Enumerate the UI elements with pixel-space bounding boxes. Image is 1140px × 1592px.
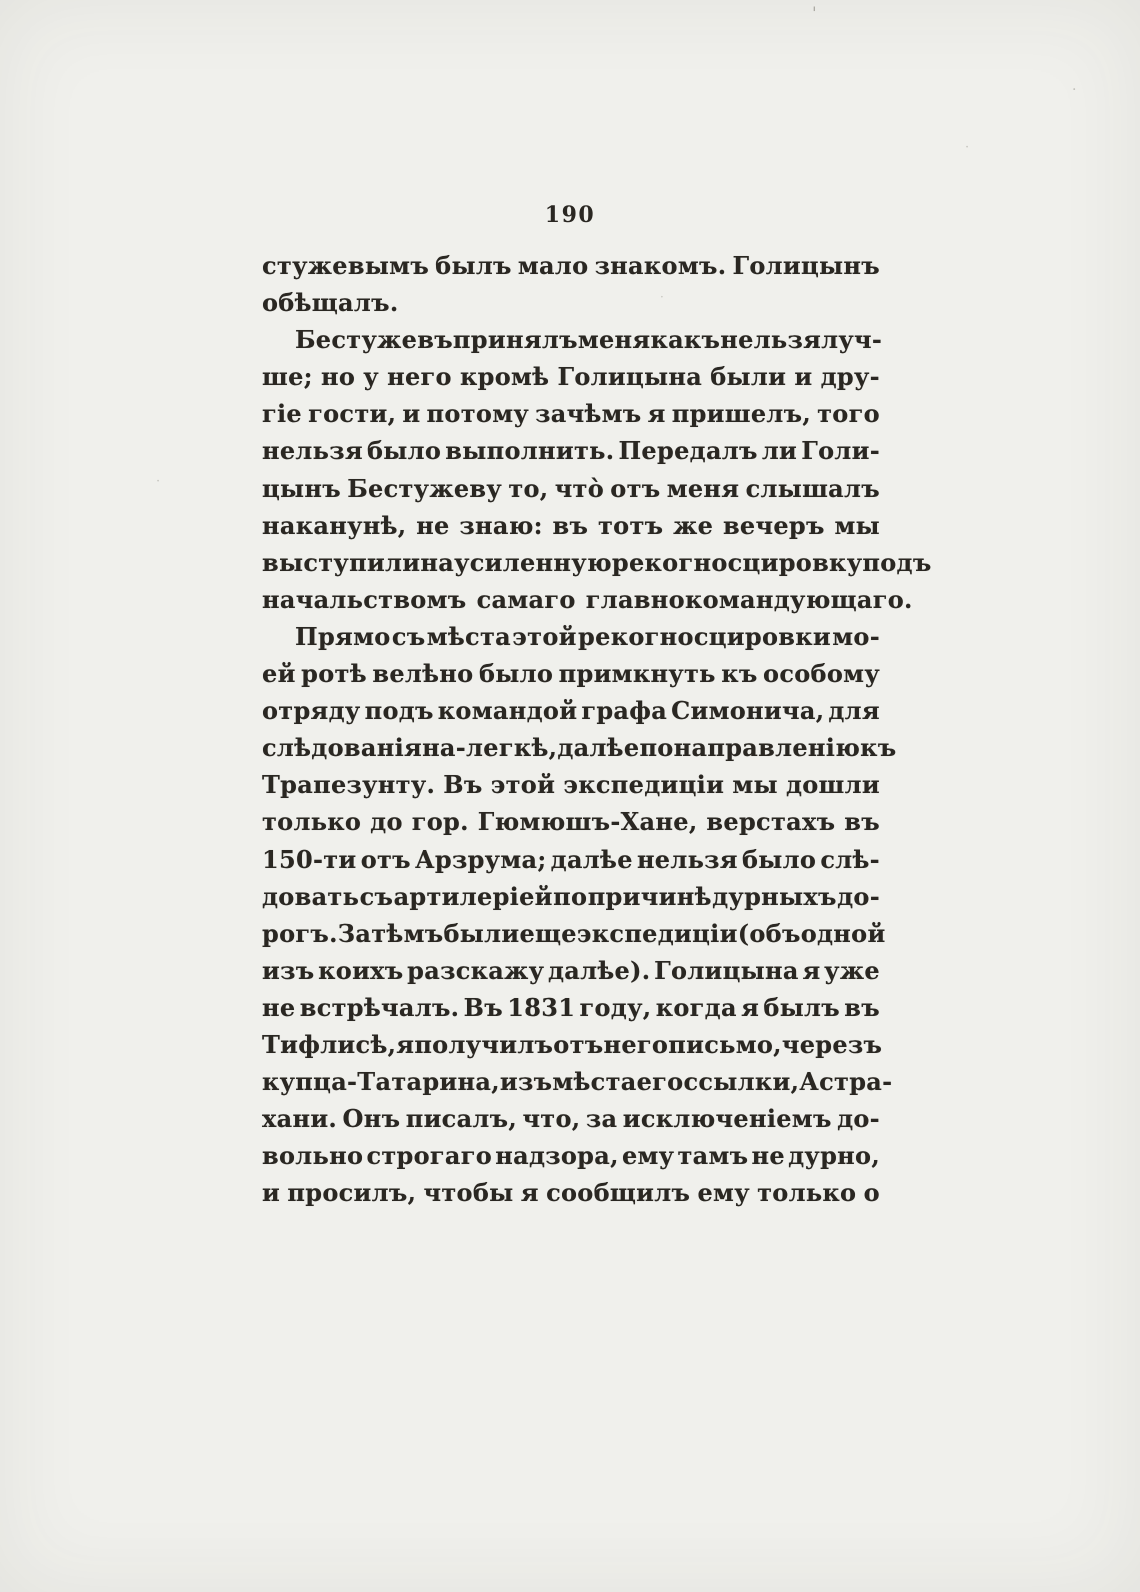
word: артилеріей bbox=[393, 881, 553, 911]
word: мало bbox=[517, 251, 589, 280]
word: коихъ bbox=[318, 955, 404, 985]
text-line bbox=[262, 989, 880, 1026]
word: съ bbox=[359, 881, 394, 911]
word: Бестужевъ bbox=[295, 325, 453, 355]
word: слѣ- bbox=[820, 844, 880, 874]
word: было bbox=[742, 844, 817, 874]
word: я bbox=[802, 955, 821, 985]
word: Бестужеву bbox=[347, 473, 503, 503]
text-line bbox=[262, 544, 932, 581]
word: Тифлисѣ, bbox=[262, 1029, 397, 1059]
word: нельзя bbox=[720, 325, 822, 355]
word: Голицына bbox=[654, 955, 799, 985]
word: ей bbox=[262, 659, 296, 689]
word: ше; bbox=[262, 362, 313, 392]
word: пришелъ, bbox=[671, 399, 812, 429]
word: писалъ, bbox=[405, 1104, 518, 1134]
word: направленію bbox=[673, 733, 861, 763]
word: изъ bbox=[499, 1067, 553, 1097]
word: Гюмюшъ-Хане, bbox=[477, 807, 698, 837]
word: тотъ bbox=[597, 510, 664, 540]
word: гіе bbox=[262, 399, 302, 429]
word: мѣста bbox=[552, 1067, 637, 1097]
word: къ bbox=[860, 733, 897, 763]
word: дурныхъ bbox=[712, 881, 837, 911]
word: въ bbox=[844, 992, 880, 1022]
word: были bbox=[710, 362, 787, 392]
word: уже bbox=[824, 955, 880, 985]
word: я bbox=[741, 992, 760, 1022]
word: Въ bbox=[463, 992, 503, 1022]
word: Голи- bbox=[801, 436, 880, 466]
paragraph bbox=[262, 321, 932, 618]
text-line bbox=[262, 1026, 883, 1063]
word: отъ bbox=[610, 473, 661, 503]
word: рекогносцировки bbox=[578, 621, 831, 651]
word: самаго bbox=[476, 584, 576, 614]
word: исключеніемъ bbox=[622, 1104, 832, 1134]
word: командой bbox=[437, 696, 578, 726]
word: цынъ bbox=[262, 473, 341, 503]
word: него bbox=[387, 362, 452, 392]
word: подъ bbox=[364, 696, 434, 726]
word: же bbox=[673, 510, 714, 540]
word: былъ bbox=[763, 992, 840, 1022]
word: отъ bbox=[360, 844, 411, 874]
paragraph bbox=[262, 247, 880, 321]
word: гости, bbox=[308, 399, 397, 429]
word: особому bbox=[763, 659, 880, 689]
text-line bbox=[262, 247, 880, 284]
word: хани. bbox=[262, 1104, 338, 1134]
word: я bbox=[520, 1178, 539, 1208]
scan-artifact: · bbox=[156, 474, 161, 489]
word: Онъ bbox=[342, 1104, 401, 1134]
word: году, bbox=[579, 992, 652, 1022]
word: верстахъ bbox=[706, 807, 836, 837]
text-line bbox=[262, 841, 880, 878]
scan-artifact: · bbox=[660, 290, 664, 304]
word: его bbox=[636, 1067, 684, 1097]
text-line bbox=[262, 766, 880, 803]
word: меня bbox=[577, 325, 651, 355]
word: нельзя bbox=[262, 436, 363, 466]
text-line bbox=[262, 470, 880, 507]
text-line bbox=[262, 358, 880, 395]
word: знакомъ. bbox=[594, 251, 727, 280]
word: до- bbox=[837, 1104, 880, 1134]
word: только bbox=[757, 1178, 857, 1208]
page-number: 190 bbox=[544, 202, 596, 228]
word: изъ bbox=[262, 955, 315, 985]
text-line bbox=[262, 952, 880, 989]
word: дошли bbox=[785, 770, 880, 800]
text-line bbox=[262, 915, 886, 952]
word: мо- bbox=[832, 621, 880, 651]
word: только bbox=[262, 807, 362, 837]
word: на bbox=[420, 547, 455, 577]
word: экспедиціи bbox=[563, 770, 725, 800]
word: (объ bbox=[737, 918, 801, 948]
word: но bbox=[320, 362, 356, 392]
word: въ bbox=[844, 807, 880, 837]
text-line bbox=[262, 878, 880, 915]
word: еще bbox=[519, 918, 577, 948]
word: вечеръ bbox=[722, 510, 825, 540]
word: дру- bbox=[820, 362, 880, 392]
word: ли bbox=[761, 436, 798, 466]
word: сообщилъ bbox=[546, 1178, 691, 1208]
word: ему bbox=[697, 1178, 750, 1208]
word: и bbox=[794, 362, 813, 392]
word: что̀ bbox=[554, 473, 605, 503]
word: для bbox=[828, 696, 880, 726]
word: луч- bbox=[821, 325, 883, 355]
text-line bbox=[262, 321, 883, 358]
word: Голицынъ bbox=[732, 251, 880, 280]
word: причинѣ bbox=[587, 881, 712, 911]
word: мы bbox=[732, 770, 778, 800]
text-line bbox=[262, 803, 880, 840]
word: далѣе bbox=[557, 733, 640, 763]
text-line bbox=[262, 1174, 880, 1211]
word: далѣе bbox=[550, 844, 633, 874]
scan-artifact: · bbox=[965, 140, 970, 155]
text-line bbox=[262, 729, 897, 766]
word: просилъ, bbox=[287, 1178, 417, 1208]
text-line bbox=[262, 1063, 893, 1100]
scan-artifact: ' bbox=[812, 4, 817, 24]
word: я bbox=[396, 1029, 415, 1059]
word: ссылки, bbox=[683, 1067, 800, 1097]
word: съ bbox=[391, 621, 426, 651]
text-line bbox=[262, 1100, 880, 1137]
word: былъ bbox=[435, 251, 512, 280]
word: Затѣмъ bbox=[337, 918, 444, 948]
word: разскажу bbox=[407, 955, 545, 985]
word: принялъ bbox=[452, 325, 578, 355]
word: я bbox=[647, 399, 666, 429]
word: подъ bbox=[862, 547, 932, 577]
word: примкнуть bbox=[558, 659, 716, 689]
word: слышалъ bbox=[745, 473, 880, 503]
word: графа bbox=[581, 696, 668, 726]
word: надзора, bbox=[495, 1141, 619, 1171]
word: меня bbox=[666, 473, 740, 503]
word: Прямо bbox=[295, 621, 391, 651]
word: Астра- bbox=[799, 1067, 893, 1097]
word: рогъ. bbox=[262, 918, 338, 948]
word: было bbox=[478, 659, 554, 689]
text-line bbox=[262, 581, 913, 618]
word: слѣдованія bbox=[262, 733, 423, 763]
word: за bbox=[585, 1104, 618, 1134]
word: по bbox=[553, 881, 588, 911]
word: 1831 bbox=[507, 992, 576, 1022]
word: не bbox=[416, 510, 450, 540]
word: по bbox=[639, 733, 674, 763]
word: потому bbox=[426, 399, 530, 429]
word: экспедиціи bbox=[576, 918, 738, 948]
word: обѣщалъ. bbox=[262, 288, 399, 318]
word: какъ bbox=[650, 325, 721, 355]
word: письмо, bbox=[668, 1029, 782, 1059]
word: на-легкѣ, bbox=[422, 733, 558, 763]
word: у bbox=[363, 362, 379, 392]
word: усиленную bbox=[454, 547, 612, 577]
word: выполнить. bbox=[445, 436, 615, 466]
word: строгаго bbox=[366, 1141, 493, 1171]
word: тамъ bbox=[677, 1141, 749, 1171]
word: зачѣмъ bbox=[535, 399, 642, 429]
word: до bbox=[370, 807, 403, 837]
word: что, bbox=[522, 1104, 581, 1134]
word: ротѣ bbox=[301, 659, 367, 689]
word: и bbox=[402, 399, 421, 429]
word: знаю: bbox=[459, 510, 543, 540]
word: когда bbox=[655, 992, 737, 1022]
word: Голицына bbox=[557, 362, 703, 392]
word: Трапезунту. bbox=[262, 770, 436, 800]
text-line bbox=[262, 618, 880, 655]
word: одной bbox=[800, 918, 886, 948]
word: этой bbox=[490, 770, 556, 800]
text-line bbox=[262, 1137, 880, 1174]
word: этой bbox=[512, 621, 577, 651]
word: и bbox=[262, 1178, 281, 1208]
word: начальствомъ bbox=[262, 584, 467, 614]
word: встрѣчалъ. bbox=[299, 992, 460, 1022]
word: черезъ bbox=[781, 1029, 883, 1059]
word: гор. bbox=[411, 807, 469, 837]
word: велѣно bbox=[372, 659, 474, 689]
word: Передалъ bbox=[618, 436, 758, 466]
word: кромѣ bbox=[460, 362, 550, 392]
word: главнокомандующаго. bbox=[585, 584, 913, 614]
text-line bbox=[262, 692, 880, 729]
word: Въ bbox=[443, 770, 483, 800]
text-line bbox=[262, 395, 880, 432]
word: ему bbox=[621, 1141, 675, 1171]
word: 150-ти bbox=[262, 844, 357, 874]
text-line bbox=[262, 655, 880, 692]
word: до- bbox=[837, 881, 880, 911]
word: мѣста bbox=[426, 621, 511, 651]
word: наканунѣ, bbox=[262, 510, 407, 540]
text-block bbox=[262, 247, 932, 1211]
word: Симонича, bbox=[671, 696, 825, 726]
word: рекогносцировку bbox=[611, 547, 863, 577]
word: къ bbox=[721, 659, 758, 689]
word: довать bbox=[262, 881, 360, 911]
word: выступили bbox=[262, 547, 421, 577]
word: отъ bbox=[553, 1029, 604, 1059]
word: то, bbox=[508, 473, 549, 503]
word: отряду bbox=[262, 696, 361, 726]
word: стужевымъ bbox=[262, 251, 430, 280]
text-line bbox=[262, 507, 880, 544]
text-line bbox=[262, 284, 880, 321]
scan-artifact: · bbox=[1072, 82, 1077, 98]
word: далѣе). bbox=[548, 955, 651, 985]
word: были bbox=[443, 918, 520, 948]
word: мы bbox=[834, 510, 880, 540]
word: купца-Татарина, bbox=[262, 1067, 500, 1097]
word: Арзрума; bbox=[415, 844, 547, 874]
word: чтобы bbox=[423, 1178, 514, 1208]
text-line bbox=[262, 432, 880, 469]
word: о bbox=[863, 1178, 880, 1208]
word: него bbox=[603, 1029, 669, 1059]
word: того bbox=[817, 399, 880, 429]
word: было bbox=[366, 436, 442, 466]
word: получилъ bbox=[414, 1029, 554, 1059]
word: не bbox=[262, 992, 296, 1022]
paragraph bbox=[262, 618, 897, 1212]
word: вольно bbox=[262, 1141, 364, 1171]
word: не bbox=[751, 1141, 785, 1171]
word: дурно, bbox=[788, 1141, 880, 1171]
word: нельзя bbox=[636, 844, 738, 874]
word: въ bbox=[552, 510, 589, 540]
